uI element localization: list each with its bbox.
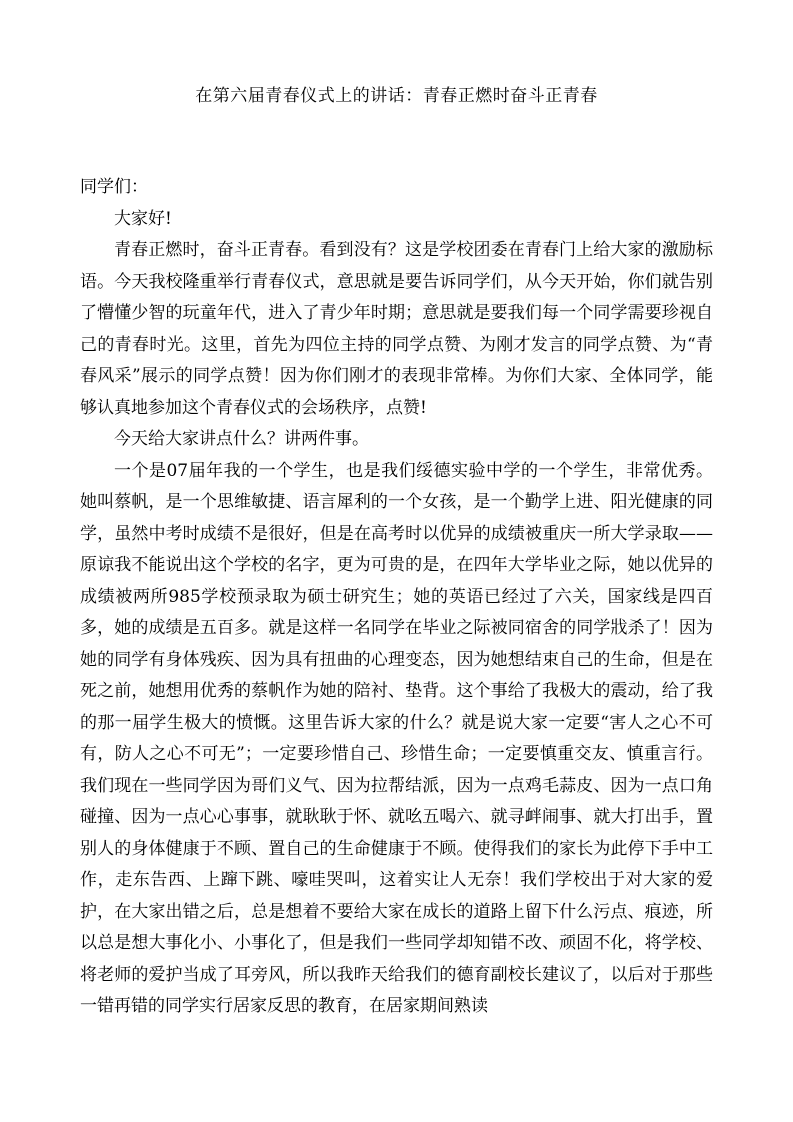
- paragraph-topic: 今天给大家讲点什么？讲两件事。: [114, 429, 369, 449]
- paragraph-greeting: 大家好!: [114, 208, 172, 229]
- paragraph-opening: 青春正燃时，奋斗正青春。看到没有？这是学校团委在青春门上给大家的激励标语。今天我校隆重举行青春仪式，意思就是要告诉同学们，从今天开始，你们就告别了懵懂少智的玩童年代，进入了青少年时期；意思就是要我们每一个同学需要珍视自己的青春时光。这里，首先为四位主持的同学点赞、为刚才发言的同学点赞、为“青春风采”展示的同学点赞！因为你们刚才的表现非常棒。为你们大家、全体同学，能够认真地参加这个青春仪式的会场秩序，点赞!: [80, 240, 713, 418]
- salutation: 同学们：: [80, 177, 148, 197]
- document-title: 在第六届青春仪式上的讲话：青春正燃时奋斗正青春: [195, 86, 598, 106]
- paragraph-story: 一个是07届年我的一个学生，也是我们绥德实验中学的一个学生，非常优秀。她叫蔡帆，是一个思维敏捷、语言犀利的一个女孩，是一个勤学上进、阳光健康的同学，虽然中考时成绩不是很好，但是在高考时以优异的成绩被重庆一所大学录取——原谅我不能说出这个学校的名字，更为可贵的是，在四年大学毕业之际，她以优异的成绩被两所985学校预录取为硕士研究生；她的英语已经过了六关，国家线是四百多，她的成绩是五百多。就是这样一名同学在毕业之际被同宿舍的同学戕杀了！因为她的同学有身体残疾、因为具有扭曲的心理变态，因为她想结束自己的生命，但是在死之前，她想用优秀的蔡帆作为她的陪衬、垫背。这个事给了我极大的震动，给了我的那一届学生极大的愤慨。这里告诉大家的什么？就是说大家一定要“害人之心不可有，防人之心不可无”；一定要珍惜自己、珍惜生命；一定要慎重交友、慎重言行。我们现在一些同学因为哥们义气、因为拉帮结派，因为一点鸡毛蒜皮、因为一点口角碰撞、因为一点心心事事，就耿耿于怀、就吆五喝六、就寻衅闹事、就大打出手，置别人的身体健康于不顾、置自己的生命健康于不顾。使得我们的家长为此停下手中工作，走东告西、上蹿下跳、嚎哇哭叫，这着实让人无奈！我们学校出于对大家的爱护，在大家出错之后，总是想着不要给大家在成长的道路上留下什么污点、痕迹，所以总是想大事化小、小事化了，但是我们一些同学却知错不改、顽固不化，将学校、将老师的爱护当成了耳旁风，所以我昨天给我们的德育副校长建议了，以后对于那些一错再错的同学实行居家反思的教育，在居家期间熟读: [80, 460, 713, 1016]
- document-body: [80, 172, 713, 1023]
